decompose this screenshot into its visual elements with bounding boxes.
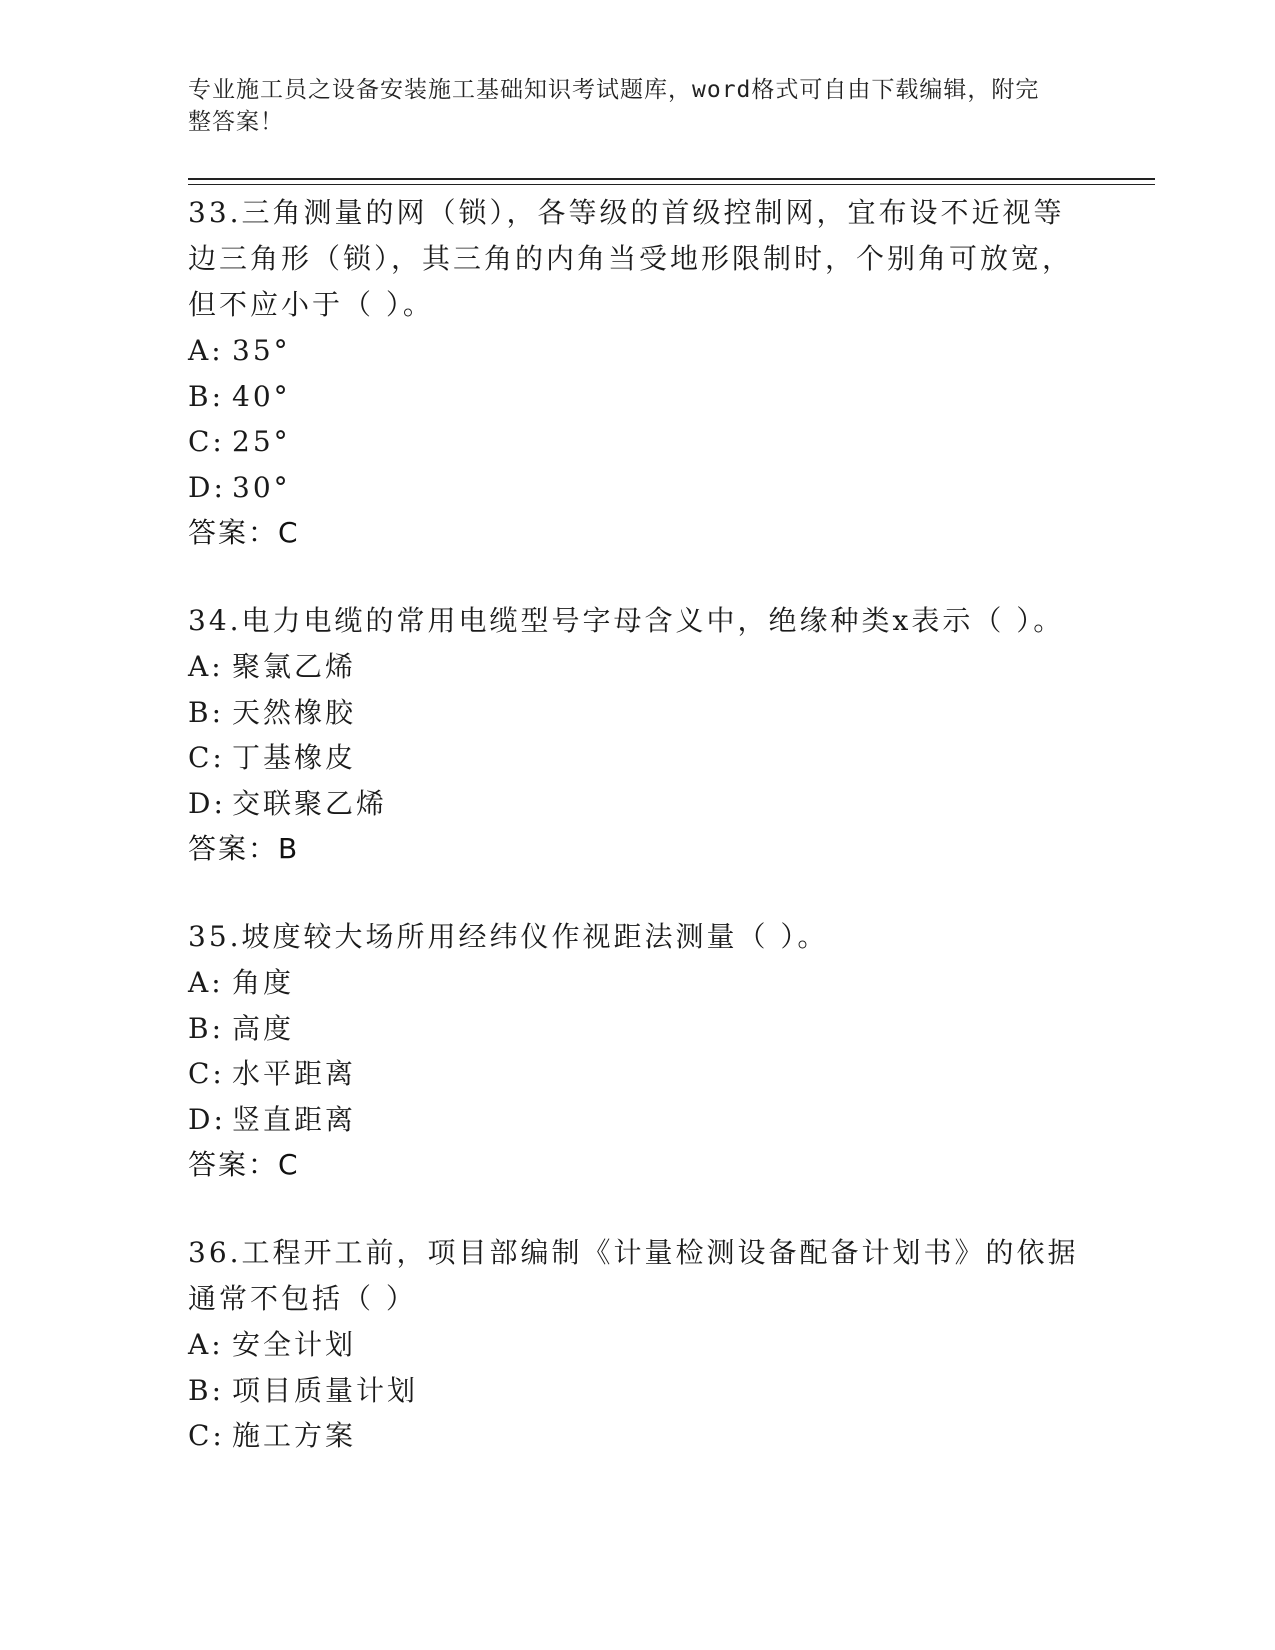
question-35 [188,914,1088,1188]
question-stem: 36.工程开工前，项目部编制《计量检测设备配备计划书》的依据通常不包括（ ） [188,1236,1079,1315]
question-34 [188,598,1088,872]
option-text: 聚氯乙烯 [232,650,357,683]
option-letter: B: [188,1011,225,1045]
document-header [188,74,1068,138]
option-text: 35° [232,334,291,367]
option-text: 水平距离 [232,1057,357,1090]
header-line-2: 整答案！ [188,109,284,135]
question-list [188,190,1088,1501]
header-line-1: 专业施工员之设备安装施工基础知识考试题库，word格式可自由下载编辑，附完 [188,77,1040,103]
answer-line: 答案：B [188,832,300,865]
option-a [188,644,1088,690]
option-letter: C: [188,1419,225,1452]
option-d [188,781,1088,827]
option-b [188,374,1088,420]
option-letter: C: [188,1057,225,1090]
option-text: 丁基橡皮 [232,741,357,774]
option-text: 天然橡胶 [232,695,357,729]
answer-line: 答案：C [188,1148,300,1181]
option-letter: B: [188,1373,225,1407]
question-33 [188,190,1088,556]
question-stem: 35.坡度较大场所用经纬仪作视距法测量（ ）。 [188,920,829,953]
option-d [188,465,1088,511]
option-letter: A: [188,1328,224,1361]
option-a [188,328,1088,374]
header-divider-thick [188,178,1155,180]
option-letter: A: [188,334,224,367]
option-text: 竖直距离 [232,1102,357,1136]
answer-line: 答案：C [188,516,300,549]
option-text: 30° [232,470,291,504]
option-text: 高度 [232,1011,295,1045]
option-letter: D: [188,1102,226,1136]
question-stem: 34.电力电缆的常用电缆型号字母含义中，绝缘种类x表示（ ）。 [188,604,1065,637]
option-letter: A: [188,650,224,683]
option-c [188,419,1088,465]
option-a [188,960,1088,1006]
option-text: 40° [232,379,291,413]
option-text: 25° [232,425,291,458]
option-text: 角度 [232,966,295,999]
header-divider-thin [188,184,1155,185]
option-letter: D: [188,470,226,504]
question-stem: 33.三角测量的网（锁），各等级的首级控制网，宜布设不近视等边三角形（锁），其三角的内角当受地形限制时，个别角可放宽，但不应小于（ ）。 [188,196,1074,321]
option-d [188,1097,1088,1143]
option-c [188,1051,1088,1097]
question-36 [188,1230,1088,1459]
option-text: 项目质量计划 [232,1373,419,1407]
option-letter: B: [188,695,225,729]
option-b [188,690,1088,736]
option-letter: A: [188,966,224,999]
option-text: 交联聚乙烯 [232,786,388,820]
option-c [188,1413,1088,1459]
option-b [188,1368,1088,1414]
option-text: 施工方案 [232,1419,357,1452]
option-c [188,735,1088,781]
option-a [188,1322,1088,1368]
option-letter: C: [188,741,225,774]
option-letter: C: [188,425,225,458]
option-letter: D: [188,786,226,820]
option-b [188,1006,1088,1052]
option-text: 安全计划 [232,1328,357,1361]
option-letter: B: [188,379,225,413]
